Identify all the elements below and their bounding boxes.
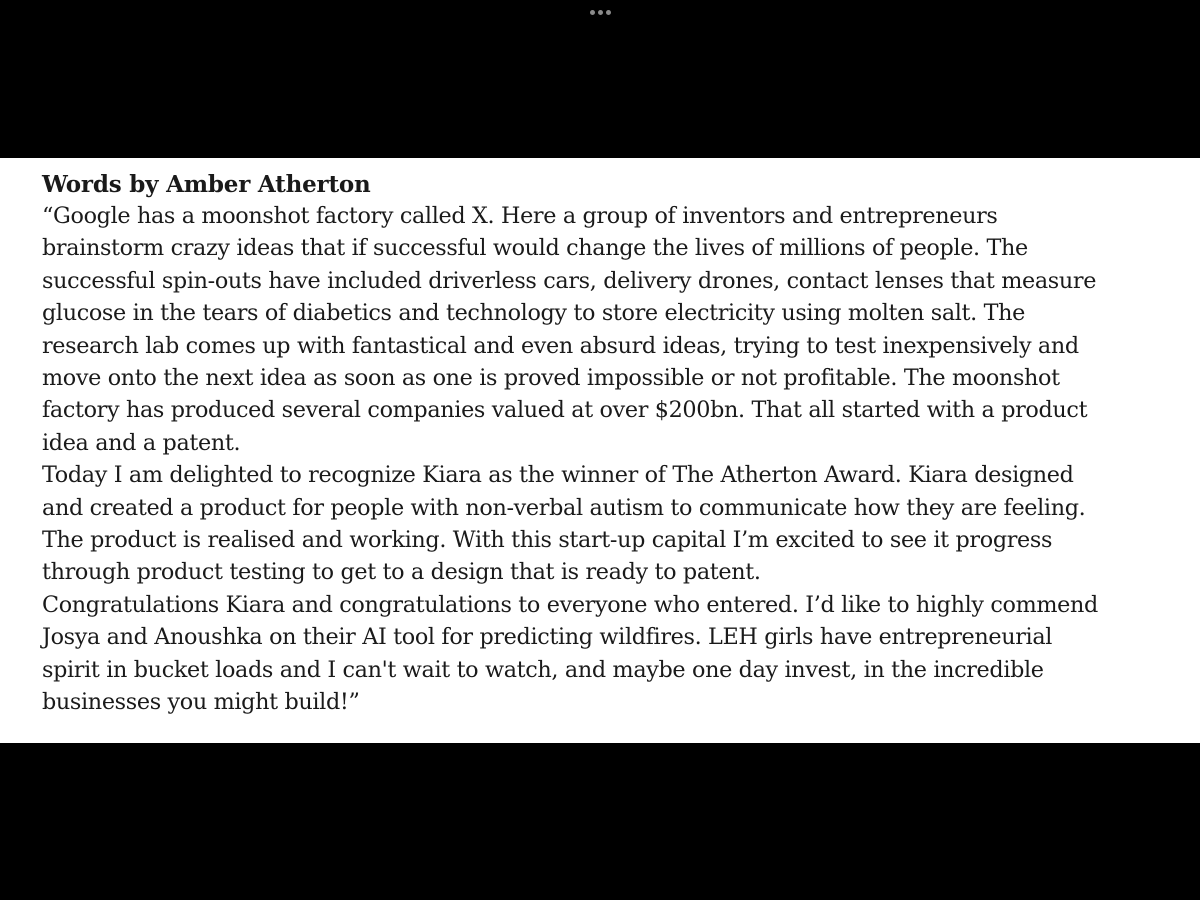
text-line: spirit in bucket loads and I can't wait to watch, and maybe one day invest, in the incredible: [42, 656, 1044, 683]
text-line: brainstorm crazy ideas that if successful would change the lives of millions of people. The: [42, 235, 1028, 262]
document-page: [0, 158, 1200, 743]
dot: [598, 10, 603, 15]
paragraph-3: [42, 589, 1180, 719]
text-line: Congratulations Kiara and congratulations to everyone who entered. I’d like to highly commend: [42, 591, 1098, 618]
text-line: Today I am delighted to recognize Kiara as the winner of The Atherton Award. Kiara designed: [42, 462, 1074, 489]
text-line: businesses you might build!”: [42, 689, 360, 716]
text-line: move onto the next idea as soon as one is proved impossible or not profitable. The moonshot: [42, 365, 1060, 392]
paragraph-2: [42, 459, 1180, 589]
text-line: glucose in the tears of diabetics and technology to store electricity using molten salt. The: [42, 300, 1026, 327]
text-line: factory has produced several companies valued at over $200bn. That all started with a product: [42, 397, 1088, 424]
dot: [590, 10, 595, 15]
text-line: “Google has a moonshot factory called X. Here a group of inventors and entrepreneurs: [42, 203, 998, 229]
text-line: The product is realised and working. With this start-up capital I’m excited to see it progress: [42, 527, 1053, 554]
text-line: and created a product for people with non-verbal autism to communicate how they are feeling.: [42, 494, 1086, 521]
dot: [606, 10, 611, 15]
text-line: successful spin-outs have included driverless cars, delivery drones, contact lenses that measure: [42, 267, 1097, 294]
text-line: Josya and Anoushka on their AI tool for predicting wildfires. LEH girls have entrepreneurial: [42, 624, 1053, 651]
text-line: through product testing to get to a design that is ready to patent.: [42, 559, 761, 586]
paragraph-1: [42, 200, 1180, 459]
byline: Words by Amber Atherton: [42, 171, 371, 198]
text-line: idea and a patent.: [42, 429, 241, 456]
more-options-icon[interactable]: [585, 6, 615, 18]
text-line: research lab comes up with fantastical and even absurd ideas, trying to test inexpensively and: [42, 332, 1079, 359]
